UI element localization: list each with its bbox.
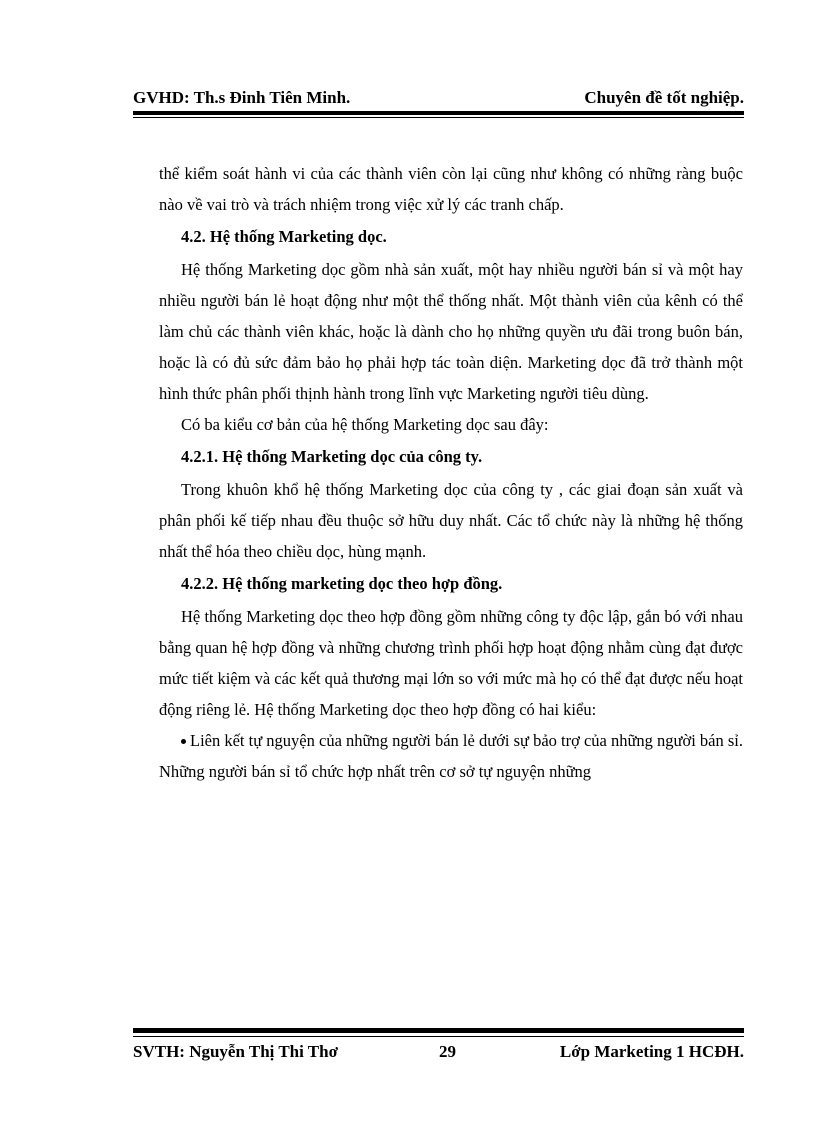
paragraph-three-types: Có ba kiểu cơ bản của hệ thống Marketing dọc sau đây: [181,415,549,434]
bullet-icon [181,739,186,744]
header-document-type: Chuyên đề tốt nghiệp. [584,88,744,107]
paragraph-company-system: Trong khuôn khổ hệ thống Marketing dọc của công ty , các giai đoạn sản xuất và phân phối kế tiếp nhau đều thuộc sở hữu duy nhất. Các tổ chức này là những hệ thống nhất thể hóa theo chiều dọc, hùng mạnh. [159,480,743,561]
header-rule-thin [133,117,744,118]
bullet-item-text: Liên kết tự nguyện của những người bán lẻ dưới sự bảo trợ của những người bán sỉ. Những người bán sỉ tổ chức hợp nhất trên cơ sở tự nguyện những [159,731,743,781]
heading-4-2-2: 4.2.2. Hệ thống marketing dọc theo hợp đồng. [181,574,503,593]
bullet-item-voluntary-chain [159,725,743,787]
page-footer [133,1042,744,1066]
paragraph-vertical-marketing: Hệ thống Marketing dọc gồm nhà sản xuất, một hay nhiều người bán sỉ và một hay nhiều người bán lẻ hoạt động như một thể thống nhất. Một thành viên của kênh có thể làm chủ các thành viên khác, hoặc là dành cho họ những quyền ưu đãi trong buôn bán, hoặc là có đủ sức đảm bảo họ phải hợp tác toàn diện. Marketing dọc đã trở thành một hình thức phân phối thịnh hành trong lĩnh vực Marketing người tiêu dùng. [159,260,743,403]
paragraph-contract-system: Hệ thống Marketing dọc theo hợp đồng gồm những công ty độc lập, gắn bó với nhau bằng quan hệ hợp đồng và những chương trình phối hợp hoạt động nhằm cùng đạt được mức tiết kiệm và các kết quả thương mại lớn so với mức mà họ có thể đạt được nếu hoạt động riêng lẻ. Hệ thống Marketing dọc theo hợp đồng có hai kiểu: [159,607,743,719]
heading-4-2-1: 4.2.1. Hệ thống Marketing dọc của công ty. [181,447,483,466]
page-number: 29 [439,1042,456,1061]
header-rule-thick [133,111,744,115]
page-header [133,84,744,108]
footer-student: SVTH: Nguyễn Thị Thi Thơ [133,1042,339,1061]
header-instructor: GVHD: Th.s Đinh Tiên Minh. [133,88,351,107]
heading-4-2: 4.2. Hệ thống Marketing dọc. [181,227,387,246]
page-body [159,158,743,787]
footer-class: Lớp Marketing 1 HCĐH. [559,1042,744,1061]
footer-rule-thin [133,1036,744,1037]
footer-rule-thick [133,1028,744,1033]
paragraph-continued: thể kiểm soát hành vi của các thành viên còn lại cũng như không có những ràng buộc nào về vai trò và trách nhiệm trong việc xử lý các tranh chấp. [159,164,743,214]
